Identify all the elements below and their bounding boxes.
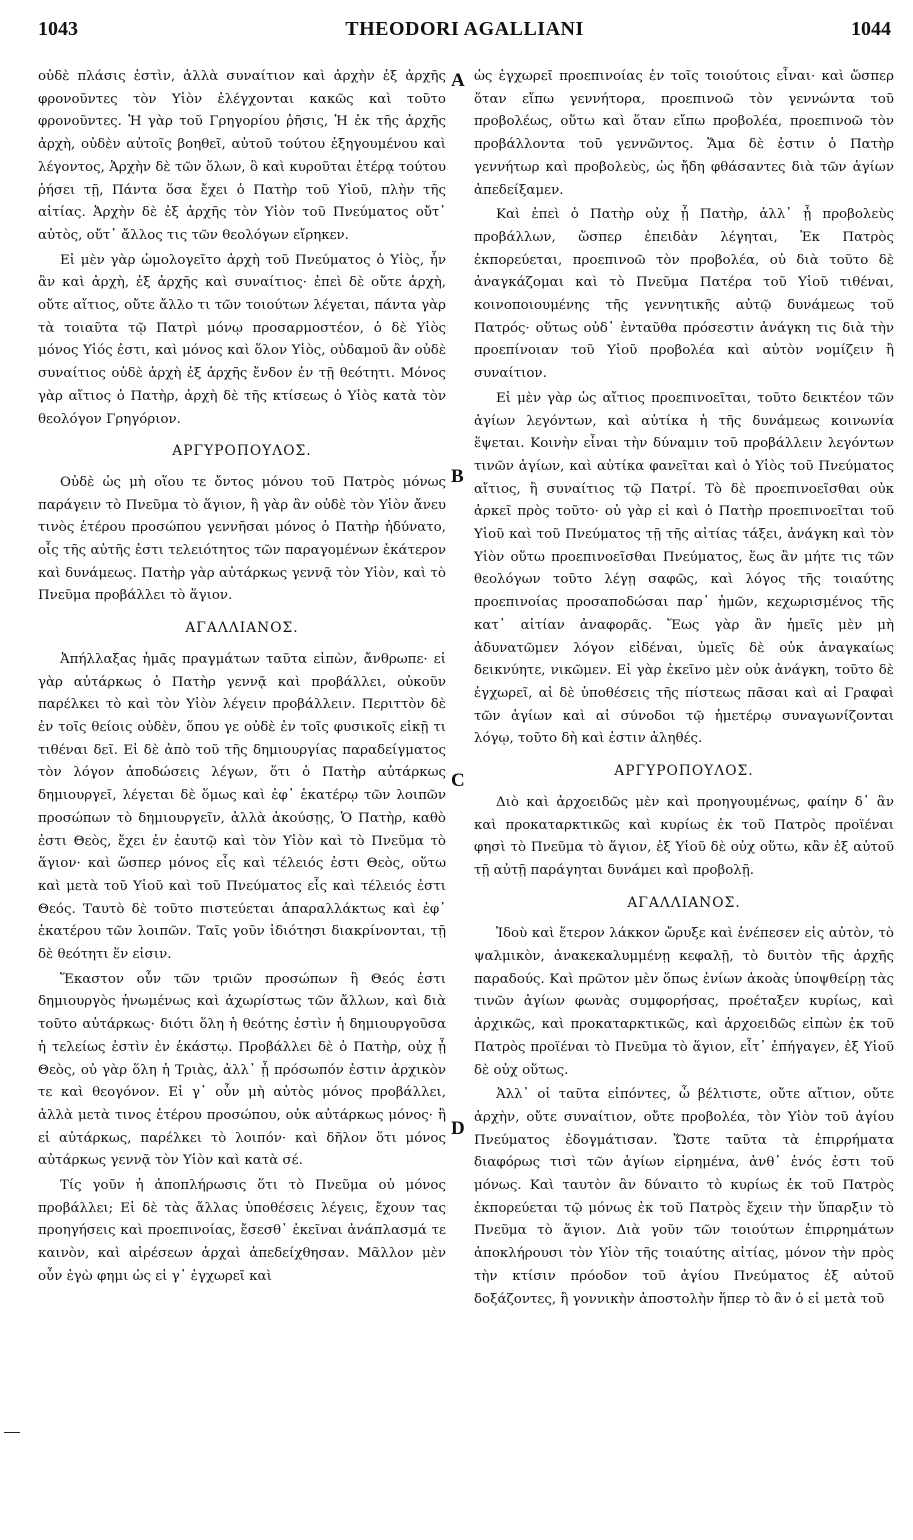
paragraph: Ἰδοὺ καὶ ἕτερον λάκκον ὤρυξε καὶ ἐνέπεσεν εἰς αὐτὸν, τὸ ψαλμικὸν, ἀνακεκαλυμμένῃ κεφαλῇ, τὸ δυιτὸν τῆς ἀρχῆς παραδούς. Καὶ πρῶτον μὲν ὅπως ἐνίων ἀκοὰς ὑποψθείρῃ τὰς τινῶν ἁγίων φωνὰς συμφορήσας, προέταξεν κυρίως, καὶ ἀρχικῶς, καὶ προκαταρκτικῶς, καὶ ἀρχοειδῶς εἰπὼν ἐκ τοῦ Πατρὸς προϊέναι τὸ Πνεῦμα τὸ ἅγιον, εἶτ᾽ ἐπήγαγεν, ἐξ Υἱοῦ δὲ οὐχ οὕτως. xyxy=(474,926,894,1078)
paragraph: οὐδὲ πλάσις ἐστὶν, ἀλλὰ συναίτιον καὶ ἀρχὴν ἐξ ἀρχῆς φρονοῦντες τὸν Υἱὸν ἐλέγχονται κακῶς καὶ τοῦτο φρονοῦντες. Ἡ γὰρ τοῦ Γρηγορίου ῥῆσις, Ἡ ἐκ τῆς ἀρχῆς ἀρχὴ, οὐδὲν αὐτοῖς βοηθεῖ, αὐτοῦ τούτου ἐξηγουμένου καὶ λέγοντος, Ἀρχὴν δὲ τῶν ὅλων, ὃ καὶ κυροῦται ἑτέρᾳ τούτου ῥήσει τῇ, Πάντα ὅσα ἔχει ὁ Πατὴρ τοῦ Υἱοῦ, πλὴν τῆς αἰτίας. Ἀρχὴν δὲ ἐξ ἀρχῆς τὸν Υἱὸν τοῦ Πνεύματος οὔτ᾽ αὐτὸς, οὔτ᾽ ἄλλος τις τῶν θεολόγων εἴρηκεν. xyxy=(38,69,446,243)
paragraph: Οὐδὲ ὡς μὴ οἵου τε ὄντος μόνου τοῦ Πατρὸς μόνως παράγειν τὸ Πνεῦμα τὸ ἅγιον, ἢ γὰρ ἂν οὐδὲ τὸν Υἱὸν ἄνευ τινὸς ἑτέρου προσώπου γεννῆσαι μόνος ὁ Πατὴρ ἠδύνατο, οἷς τῆς αὐτῆς ἐστι τελειότητος τῶν παραγομένων ἑκάτερον καὶ δυνάμεως. Πατὴρ γὰρ αὐτάρκως γεννᾷ τὸν Υἱὸν, καὶ τὸ Πνεῦμα προβάλλει τὸ ἅγιον. xyxy=(38,474,446,604)
section-marker-b: B xyxy=(451,466,464,487)
running-title: THEODORI AGALLIANI xyxy=(345,18,584,40)
paragraph: ὡς ἐγχωρεῖ προεπινοίας ἐν τοῖς τοιούτοις εἶναι· καὶ ὥσπερ ὅταν εἴπω γεννήτορα, προεπινοῶ τὸν γεννώντα τοῦ προβολέως, οὕτω καὶ ὅταν εἴπω προβολέα, προεπινοῶ τὸν προβάλλοντα τοῦ γεννῶντος. Ἅμα δὲ ἐστιν ὁ Πατὴρ γεννήτωρ καὶ προβολεὺς, ὡς ἤδη φθάσαντες διὰ τῶν ἁγίων ἀπεδείξαμεν. xyxy=(474,69,894,198)
margin-dash xyxy=(4,1432,20,1433)
paragraph: Διὸ καὶ ἀρχοειδῶς μὲν καὶ προηγουμένως, φαίην δ᾽ ἂν καὶ προκαταρκτικῶς καὶ κυρίως ἐκ τοῦ Πατρὸς προϊέναι φησὶ τὸ Πνεῦμα τὸ ἅγιον, ἐξ Υἱοῦ δὲ οὐχ οὕτω, κἂν ἐξ αὐτοῦ τῇ αὐτῇ παράγηται δυνάμει καὶ προβολῇ. xyxy=(474,794,894,878)
paragraph: Ἕκαστον οὖν τῶν τριῶν προσώπων ἢ Θεός ἐστι δημιουργὸς ἡνωμένως καὶ ἀχωρίστως τῶν ἄλλων, καὶ διὰ τοῦτο αὐτάρκως· διότι ὅλη ἡ θεότης ἐστὶν ἡ δημιουργοῦσα ἡ τελείως ἐστὶν ἐν ἑκάστῳ. Προβάλλει δὲ ὁ Πατὴρ, οὐχ ᾗ Θεὸς, οὐ γὰρ ὅλη ἡ Τριὰς, ἀλλ᾽ ᾗ πρόσωπόν ἐστιν ἀρχικὸν τε καὶ θεογόνον. Εἰ γ᾽ οὖν μὴ αὐτὸς μόνος προβάλλει, ἀλλὰ μετὰ τινος ἑτέρου προσώπου, οὐκ αὐτάρκως μόνος· ἢ εἰ αὐτάρκως, παρέλκει τὸ λοιπόν· καὶ δῆλον ὅτι μόνος αὐτάρκως γεννᾷ τὸν Υἱὸν καὶ κατὰ σέ. xyxy=(38,971,446,1169)
section-marker-a: A xyxy=(451,70,465,91)
section-marker-c: C xyxy=(451,770,465,791)
speaker-heading: ΑΓΑΛΛΙΑΝΟΣ. xyxy=(627,894,741,911)
paragraph: Εἰ μὲν γὰρ ὡς αἴτιος προεπινοεῖται, τοῦτο δεικτέον τῶν ἁγίων λεγόντων, καὶ αὐτίκα ἡ τῆς δυνάμεως κοινωνία ἕψεται. Κοινὴν εἶναι τὴν δύναμιν τοῦ προβάλλειν λεγόντων τινῶν ἁγίων, καὶ αὐτίκα φανεῖται καὶ ὁ Υἱὸς τοῦ Πνεύματος αἴτιος, ἢ συναίτιος τῷ Πατρί. Τὸ δὲ προεπινοεῖσθαι οὐκ ἀρκεῖ πρὸς τοῦτο· οὐ γὰρ εἰ καὶ ὁ Πατὴρ προεπινοεῖται τοῦ Υἱοῦ καὶ τοῦ Πνεύματος τῇ τῆς αἰτίας τάξει, ἀνάγκη καὶ τὸν Υἱὸν οὕτω προεπινοεῖσθαι Πνεύματος, ἕως ἂν μήτε τις τῶν θεολόγων τοῦτο λέγῃ σαφῶς, καὶ λόγος τῆς τοιαύτης προεπινοίας προσαποδώσαι παρ᾽ ἡμῶν, κεχωρισμένος τῆς κατ᾽ αἰτίαν ἀναφορᾶς. Ἕως γὰρ ἂν ἡμεῖς μὲν μὴ ἀδυνατῶμεν λόγον εἰδέναι, ὑμεῖς δὲ οὐκ ἀναγκαίως δεικνύητε, νικῶμεν. Εἰ γὰρ ἐκεῖνο μὲν οὐκ ἀνάγκη, τοῦτο δὲ ἐγχωρεῖ, αἱ δὲ ὑποθέσεις τῆς πίστεως πᾶσαι καὶ αἱ Γραφαὶ τῶν ἁγίων καὶ αἱ σύνοδοι τῷ ἡμετέρῳ συναγωνίζονται λόγῳ, τοῦτο δὴ καὶ ἐστιν ἀληθές. xyxy=(474,390,894,747)
paragraph: Ἀλλ᾽ οἱ ταῦτα εἰπόντες, ὦ βέλτιστε, οὔτε αἴτιον, οὔτε ἀρχὴν, οὔτε συναίτιον, οὔτε προβολέα, τὸν Υἱὸν τοῦ ἁγίου Πνεύματος ἐδογμάτισαν. Ὥστε ταῦτα τὰ ἐπιρρήματα διαφόρως τισὶ τῶν ἁγίων εἰρημένα, ἀνθ᾽ ἑνός ἐστι τοῦ μόνως. Καὶ ταυτὸν ἂν δύναιτο τὸ κυρίως ἐκ τοῦ Πατρὸς ἐκπορεύεται τῷ μόνως ἐκ τοῦ Πατρὸς ἔχειν τὴν ὕπαρξιν τὸ Πνεῦμα τὸ ἅγιον. Διὰ γοῦν τῶν τοιούτων ἐπιρρημάτων ἀποκλήρουσι τὸν Υἱὸν τῆς τοιαύτης αἰτίας, μόνον τὴν πρὸς τὴν κτίσιν πρόοδον τοῦ ἁγίου Πνεύματος ἐξ αὐτοῦ δοξάζοντες, ἢ γοννικὴν ἀποστολὴν ἥπερ τὸ ἂν ὁ εἰ μετὰ τοῦ xyxy=(474,1087,894,1307)
speaker-heading: ΑΓΑΛΛΙΑΝΟΣ. xyxy=(185,620,299,637)
right-page-number: 1044 xyxy=(851,18,891,40)
section-marker-d: D xyxy=(451,1118,465,1139)
paragraph: Ἀπήλλαξας ἡμᾶς πραγμάτων ταῦτα εἰπὼν, ἄνθρωπε· εἰ γὰρ αὐτάρκως ὁ Πατὴρ γεννᾷ καὶ προβάλλει, οὐκοῦν παρέλκει τὸ καὶ τὸν Υἱὸν λέγειν προβάλλειν. Περιττὸν δὲ ἐν τοῖς θείοις οὐδὲν, ὅπου γε οὐδὲ ἐν τοῖς φυσικοῖς εἰκῇ τι τιθέναι δεῖ. Εἰ δὲ ἀπὸ τοῦ τῆς δημιουργίας παραδείγματος τὸν λόγον ἀποδώσεις λέγων, ὅτι ὁ Πατὴρ αὐτάρκως δημιουργεῖ, λέγεται δὲ ὅμως καὶ ἐφ᾽ ἑκατέρῳ τῶν λοιπῶν προσώπων τὸ δημιουργεῖν, ἀλλὰ ἀκούσῃς, Ὁ Πατὴρ, καθὸ ἐστι Θεὸς, ἔχει ἐν ἑαυτῷ καὶ τὸν Υἱὸν καὶ τὸ Πνεῦμα τὸ ἅγιον· καὶ ὥσπερ μόνος εἷς καὶ τέλειός ἐστι Θεὸς, οὕτω καὶ μετὰ τοῦ Υἱοῦ καὶ τοῦ Πνεύματος εἷς καὶ τέλειός ἐστι Θεός. Ταυτὸ δὲ τοῦτο πιστεύεται ἀπαραλλάκτως καὶ ἐφ᾽ ἑκατέρου τῶν λοιπῶν. Ταῖς γοῦν ἰδιότησι διακρίνονται, τῇ δὲ θεότητι ἕν εἰσιν. xyxy=(38,651,446,963)
paragraph: Τίς γοῦν ἡ ἀποπλήρωσις ὅτι τὸ Πνεῦμα οὐ μόνος προβάλλει; Εἰ δὲ τὰς ἄλλας ὑποθέσεις λέγεις, ἔχουν τας προηγήσεις καὶ προεπινοίας, ἔσεσθ᾽ ἐκεῖναι ἀνάπλασμά τε καινὸν, καὶ αἱρέσεων ἀρχαὶ ἀπεδείχθησαν. Μᾶλλον μὲν οὖν ἐγὼ φημι ὡς εἰ γ᾽ ἐγχωρεῖ καὶ xyxy=(38,1178,446,1284)
left-page-number: 1043 xyxy=(38,18,78,40)
running-header xyxy=(38,18,891,48)
left-column xyxy=(38,66,446,1291)
speaker-heading: ΑΡΓΥΡΟΠΟΥΛΟΣ. xyxy=(614,763,754,780)
right-column xyxy=(474,66,894,1313)
paragraph: Καὶ ἐπεὶ ὁ Πατὴρ οὐχ ᾗ Πατὴρ, ἀλλ᾽ ᾗ προβολεὺς προβάλλων, ὥσπερ ἐπειδὰν λέγηται, Ἐκ Πατρὸς ἐκπορεύεται, προεπινοῶ τὸν προβολέα, οὐ διὰ τοῦτο δὲ ἀναγκάζομαι καὶ τὸ Πνεῦμα Πατέρα τοῦ Υἱοῦ τιθέναι, κοινοποιουμένης τῆς γεννητικῆς αὐτῷ δυνάμεως τοῦ Πατρός· οὕτως οὐδ᾽ ἐνταῦθα πρόσεστιν ἀνάγκη τις διὰ τὴν προεπίνοιαν τοῦ Υἱοῦ προβολέα καὶ αὐτὸν νομίζειν ἢ συναίτιον. xyxy=(474,207,894,382)
speaker-heading: ΑΡΓΥΡΟΠΟΥΛΟΣ. xyxy=(172,443,312,460)
paragraph: Εἰ μὲν γὰρ ὡμολογεῖτο ἀρχὴ τοῦ Πνεύματος ὁ Υἱὸς, ἦν ἂν καὶ ἀρχὴ, ἐξ ἀρχῆς καὶ συναίτιος· ἐπεὶ δὲ οὔτε ἀρχὴ, οὔτε αἴτιος, οὔτε ἄλλο τι τῶν τοιούτων λέγεται, πάντα γὰρ τὰ τοιαῦτα τῷ Πατρὶ μόνῳ προσαρμοστέον, ὁ δὲ Υἱὸς μόνος Υἱός ἐστι, καὶ μόνος καὶ ὅλον Υἱὸς, οὐδαμοῦ ἂν οὐδὲ συναίτιος οὐδὲ ἀρχὴ ἐξ ἀρχῆς ἔνδον ἐν τῇ θεότητι. Μόνος γὰρ αἴτιος ὁ Πατὴρ, ἀρχὴ δὲ τῆς κτίσεως ὁ Υἱὸς κατὰ τὸν θεολόγον Γρηγόριον. xyxy=(38,252,446,427)
